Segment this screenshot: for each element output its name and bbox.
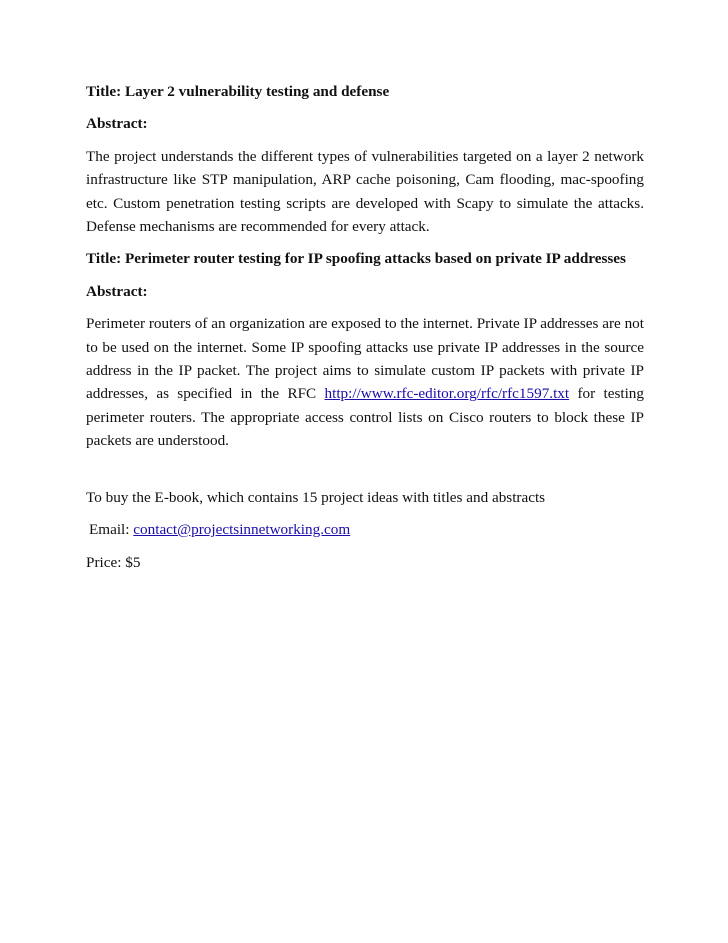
section-2-abstract-label: Abstract: <box>86 282 148 300</box>
email-line <box>86 518 644 541</box>
section-1-title: Title: Layer 2 vulnerability testing and defense <box>86 83 390 100</box>
section-2-title: Title: Perimeter router testing for IP spoofing attacks based on private IP addresses <box>86 250 626 268</box>
email-label: Email: <box>89 521 134 539</box>
section-2-abstract-text <box>86 312 644 452</box>
rfc-link[interactable]: http://www.rfc-editor.org/rfc/rfc1597.txt <box>324 385 570 403</box>
section-2-abstract-before-link: Perimeter routers of an organization are exposed to the internet. Private IP addresses are not to be used on the internet. Some IP spoofing attacks use private IP addresses in the source address in the IP packet. The project aims to simulate custom IP packets with private IP addresses, as specified in the RFC <box>86 315 644 403</box>
spacer <box>86 462 644 486</box>
document-page <box>86 80 644 583</box>
price-text: Price: $5 <box>86 553 141 571</box>
section-2-abstract-after-link: for testing perimeter routers. The appropriate access control lists on Cisco routers to block these IP packets are understood. <box>86 385 644 450</box>
section-1-abstract-text: The project understands the different types of vulnerabilities targeted on a layer 2 network infrastructure like STP manipulation, ARP cache poisoning, Cam flooding, mac-spoofing etc. Custom penetration testing scripts are developed with Scapy to simulate the attacks. Defense mechanisms are recommended for every attack. <box>86 147 644 236</box>
section-1-abstract-label: Abstract: <box>86 115 148 133</box>
email-link[interactable]: contact@projectsinnetworking.com <box>133 521 351 539</box>
purchase-intro: To buy the E-book, which contains 15 project ideas with titles and abstracts <box>86 488 546 506</box>
